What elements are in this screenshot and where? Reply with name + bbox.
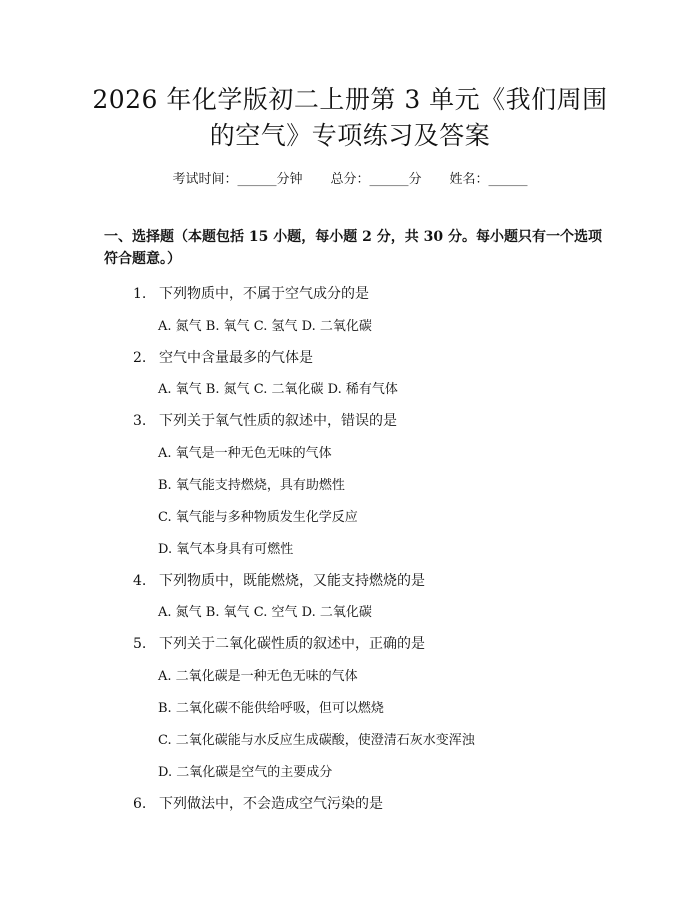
question-2-options: A. 氧气 B. 氮气 C. 二氧化碳 D. 稀有气体 bbox=[158, 382, 398, 397]
title-line-2: 的空气》专项练习及答案 bbox=[209, 121, 491, 150]
section-heading: 一、选择题（本题包括 15 小题，每小题 2 分，共 30 分。每小题只有一个选项符合题意。） bbox=[104, 229, 602, 267]
question-4-options: A. 氮气 B. 氧气 C. 空气 D. 二氧化碳 bbox=[158, 605, 372, 620]
question-5-option-c: C. 二氧化碳能与水反应生成碳酸，使澄清石灰水变浑浊 bbox=[158, 733, 475, 748]
question-3-option-c: C. 氧气能与多种物质发生化学反应 bbox=[158, 510, 358, 525]
question-4 bbox=[133, 570, 425, 590]
student-name-field: 姓名：______ bbox=[449, 172, 528, 187]
title-line-1: 2026 年化学版初二上册第 3 单元《我们周围 bbox=[92, 85, 608, 114]
question-text: 下列做法中，不会造成空气污染的是 bbox=[159, 796, 383, 812]
question-number: 6. bbox=[133, 796, 147, 812]
question-number: 3. bbox=[133, 413, 147, 429]
page-title bbox=[60, 82, 640, 154]
question-text: 空气中含量最多的气体是 bbox=[159, 350, 313, 366]
question-1 bbox=[133, 283, 369, 303]
question-3 bbox=[133, 410, 397, 430]
question-3-option-d: D. 氧气本身具有可燃性 bbox=[158, 542, 294, 557]
question-2 bbox=[133, 347, 313, 367]
question-number: 4. bbox=[133, 573, 147, 589]
question-5 bbox=[133, 633, 425, 653]
exam-meta bbox=[0, 168, 700, 187]
question-5-option-a: A. 二氧化碳是一种无色无味的气体 bbox=[158, 669, 358, 684]
question-number: 1. bbox=[133, 286, 147, 302]
question-5-option-b: B. 二氧化碳不能供给呼吸，但可以燃烧 bbox=[158, 701, 384, 716]
question-6 bbox=[133, 793, 383, 813]
question-text: 下列物质中，不属于空气成分的是 bbox=[159, 286, 369, 302]
question-text: 下列关于氧气性质的叙述中，错误的是 bbox=[159, 413, 397, 429]
question-number: 5. bbox=[133, 636, 147, 652]
question-text: 下列物质中，既能燃烧，又能支持燃烧的是 bbox=[159, 573, 425, 589]
exam-time-field: 考试时间：______分钟 bbox=[172, 172, 303, 187]
question-text: 下列关于二氧化碳性质的叙述中，正确的是 bbox=[159, 636, 425, 652]
question-3-option-b: B. 氧气能支持燃烧，具有助燃性 bbox=[158, 478, 345, 493]
question-3-option-a: A. 氧气是一种无色无味的气体 bbox=[158, 446, 332, 461]
question-5-option-d: D. 二氧化碳是空气的主要成分 bbox=[158, 765, 333, 780]
question-number: 2. bbox=[133, 350, 147, 366]
total-score-field: 总分：______分 bbox=[330, 172, 422, 187]
question-1-options: A. 氮气 B. 氧气 C. 氢气 D. 二氧化碳 bbox=[158, 319, 372, 334]
